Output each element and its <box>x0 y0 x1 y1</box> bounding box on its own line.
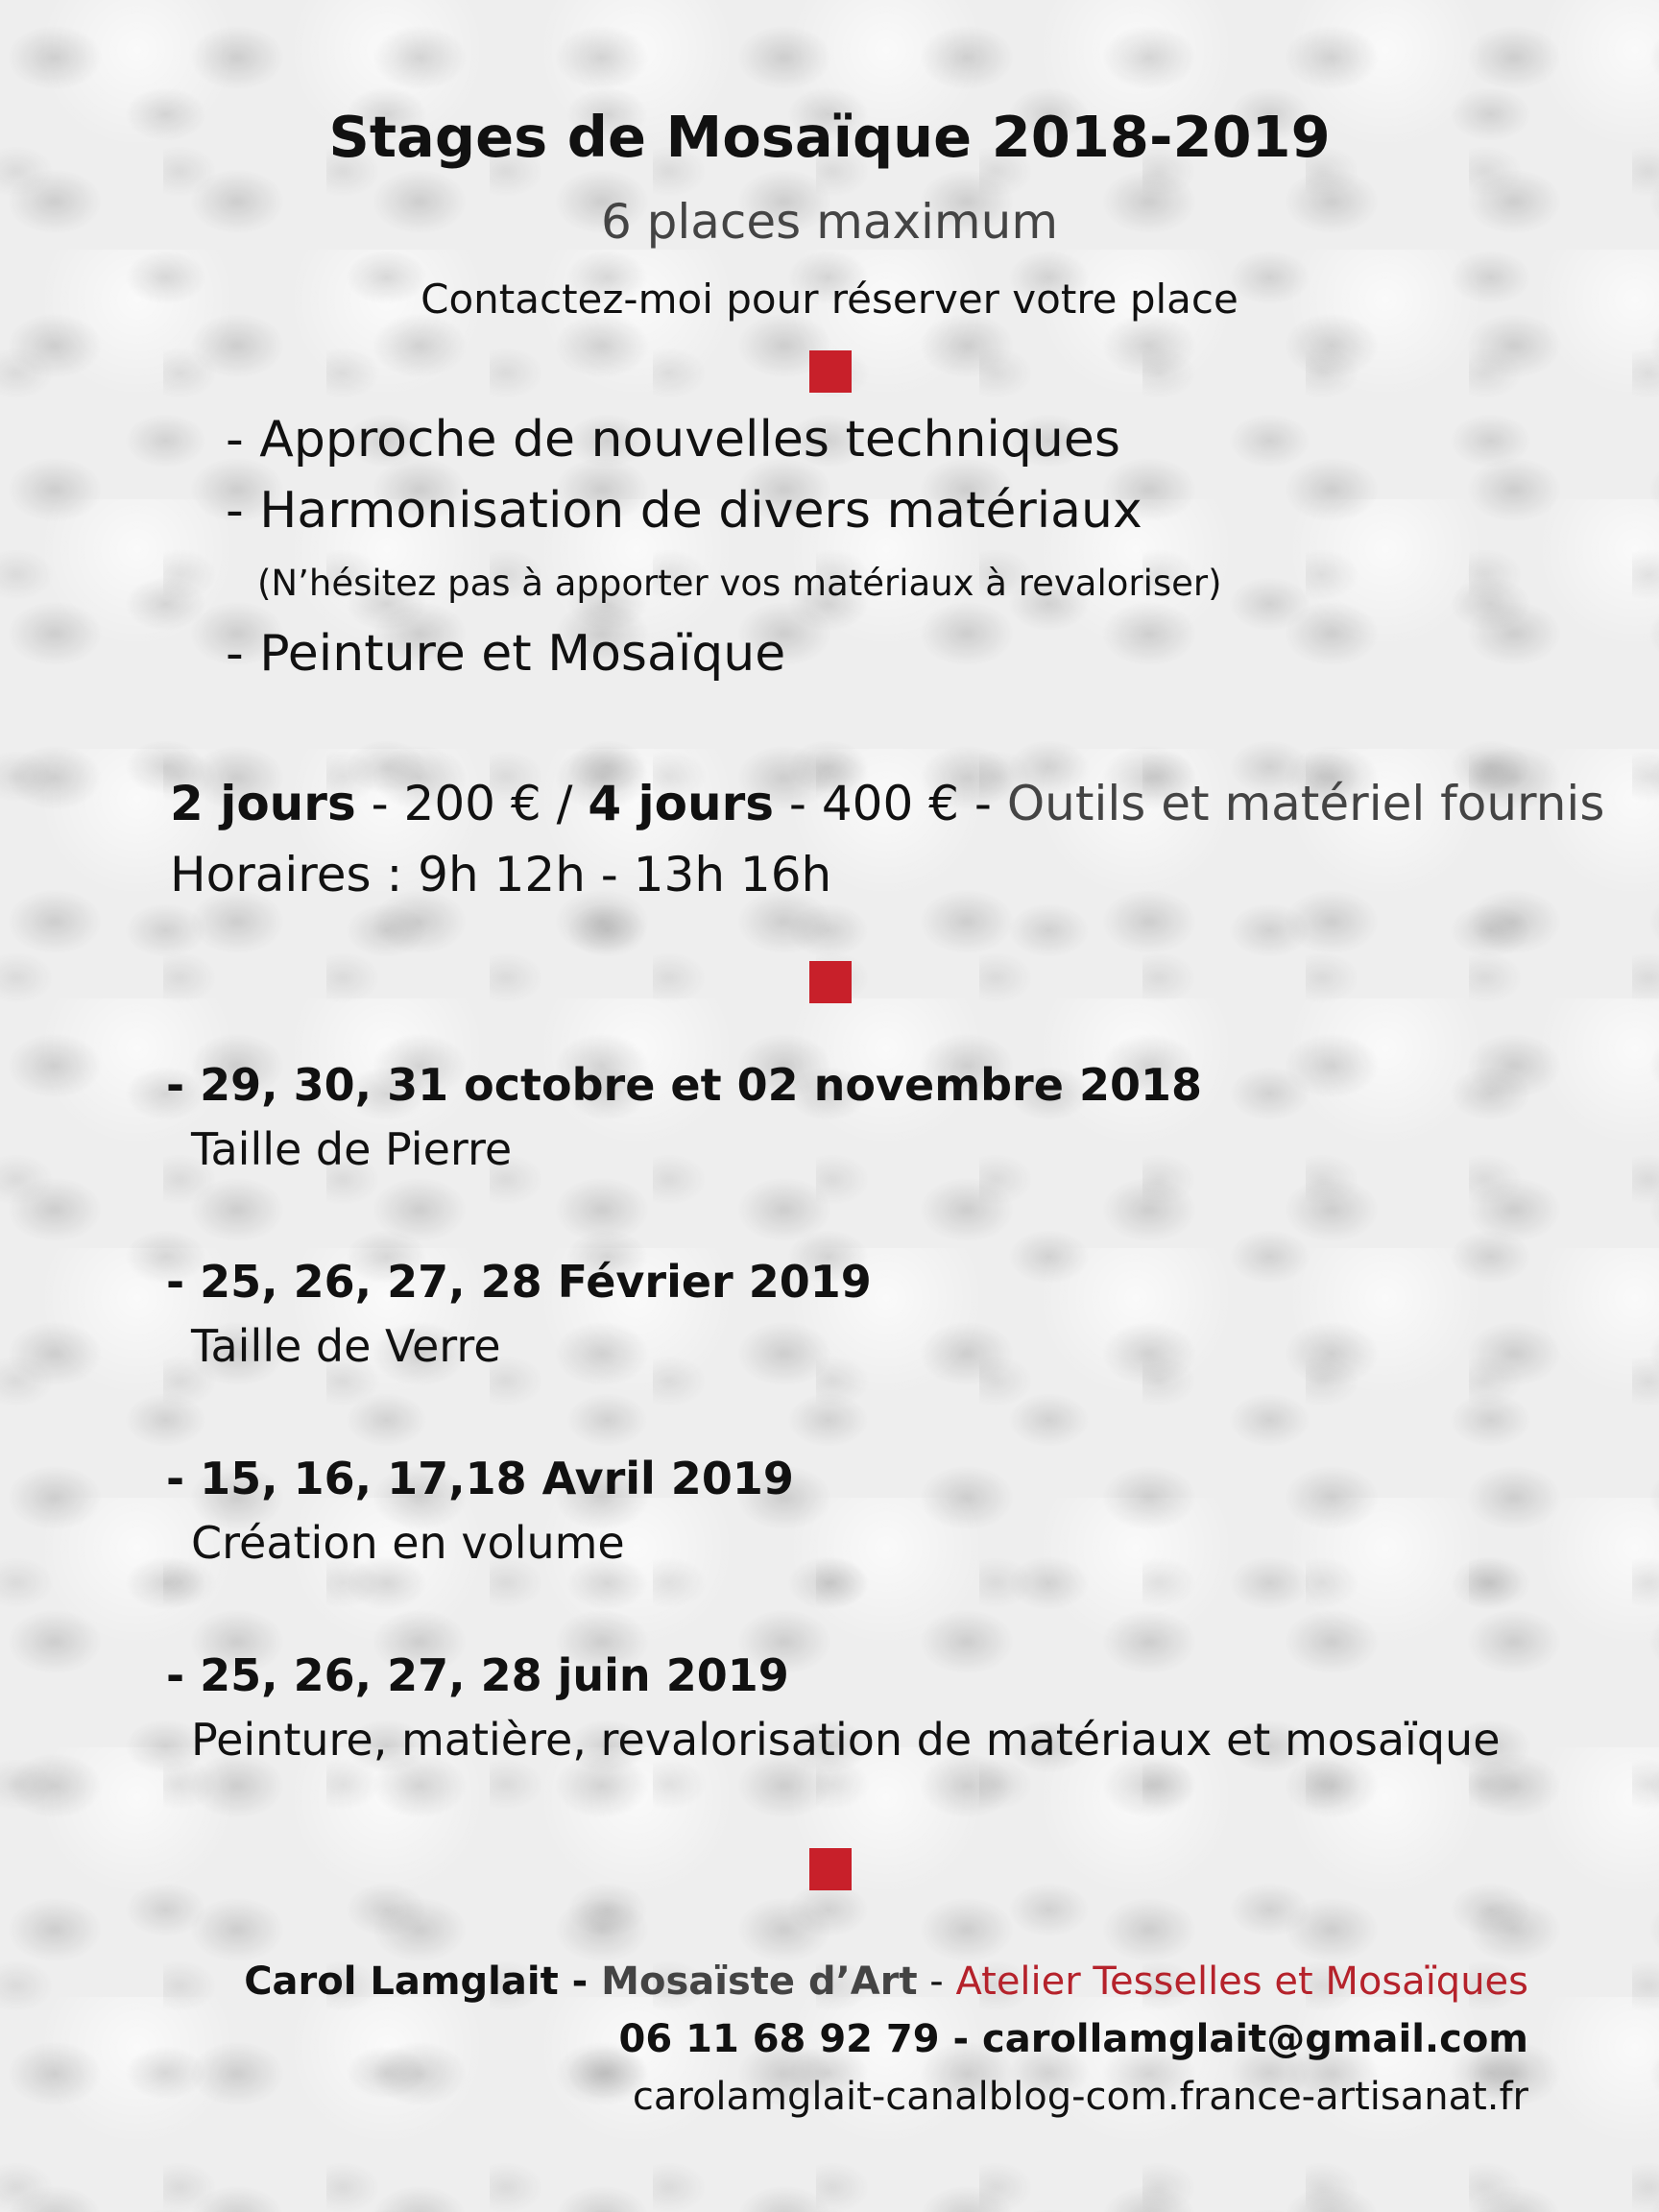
footer-separator: - <box>558 1960 602 2004</box>
phone-email: 06 11 68 92 79 - carollamglait@gmail.com <box>618 2017 1528 2061</box>
footer-separator: - <box>917 1960 956 2004</box>
two-days-label: 2 jours <box>170 776 356 831</box>
session-dates: - 25, 26, 27, 28 Février 2019 <box>166 1256 872 1308</box>
red-square-divider <box>809 961 852 1003</box>
technique-item: - Peinture et Mosaïque <box>226 625 786 683</box>
session-topic: Taille de Pierre <box>191 1123 513 1175</box>
session-dates: - 29, 30, 31 octobre et 02 novembre 2018 <box>166 1059 1202 1111</box>
pricing-line <box>170 776 1604 831</box>
session-dates: - 25, 26, 27, 28 juin 2019 <box>166 1649 789 1701</box>
author-name: Carol Lamglait <box>244 1960 559 2004</box>
author-role: Mosaïste d’Art <box>601 1960 918 2004</box>
red-square-divider <box>809 350 852 393</box>
page-title: Stages de Mosaïque 2018-2019 <box>328 104 1331 170</box>
footer-identity <box>244 1960 1528 2004</box>
session-topic: Taille de Verre <box>191 1320 501 1372</box>
session-topic: Création en volume <box>191 1517 625 1569</box>
four-days-label: 4 jours <box>588 776 775 831</box>
session-topic: Peinture, matière, revalorisation de matériaux et mosaïque <box>191 1714 1501 1766</box>
capacity-subtitle: 6 places maximum <box>600 194 1059 250</box>
hours-line: Horaires : 9h 12h - 13h 16h <box>170 847 832 902</box>
four-days-price: - 400 € - <box>774 776 1007 831</box>
technique-item: - Harmonisation de divers matériaux <box>226 482 1142 540</box>
technique-note: (N’hésitez pas à apporter vos matériaux à revaloriser) <box>257 563 1222 604</box>
included-note: Outils et matériel fournis <box>1006 776 1605 831</box>
red-square-divider <box>809 1848 852 1890</box>
atelier-name: Atelier Tesselles et Mosaïques <box>955 1960 1528 2004</box>
session-dates: - 15, 16, 17,18 Avril 2019 <box>166 1453 794 1504</box>
contact-line: Contactez-moi pour réserver votre place <box>421 276 1238 323</box>
website-link[interactable]: carolamglait-canalblog-com.france-artisanat.fr <box>632 2075 1528 2119</box>
two-days-price: - 200 € / <box>355 776 589 831</box>
technique-item: - Approche de nouvelles techniques <box>226 411 1120 469</box>
